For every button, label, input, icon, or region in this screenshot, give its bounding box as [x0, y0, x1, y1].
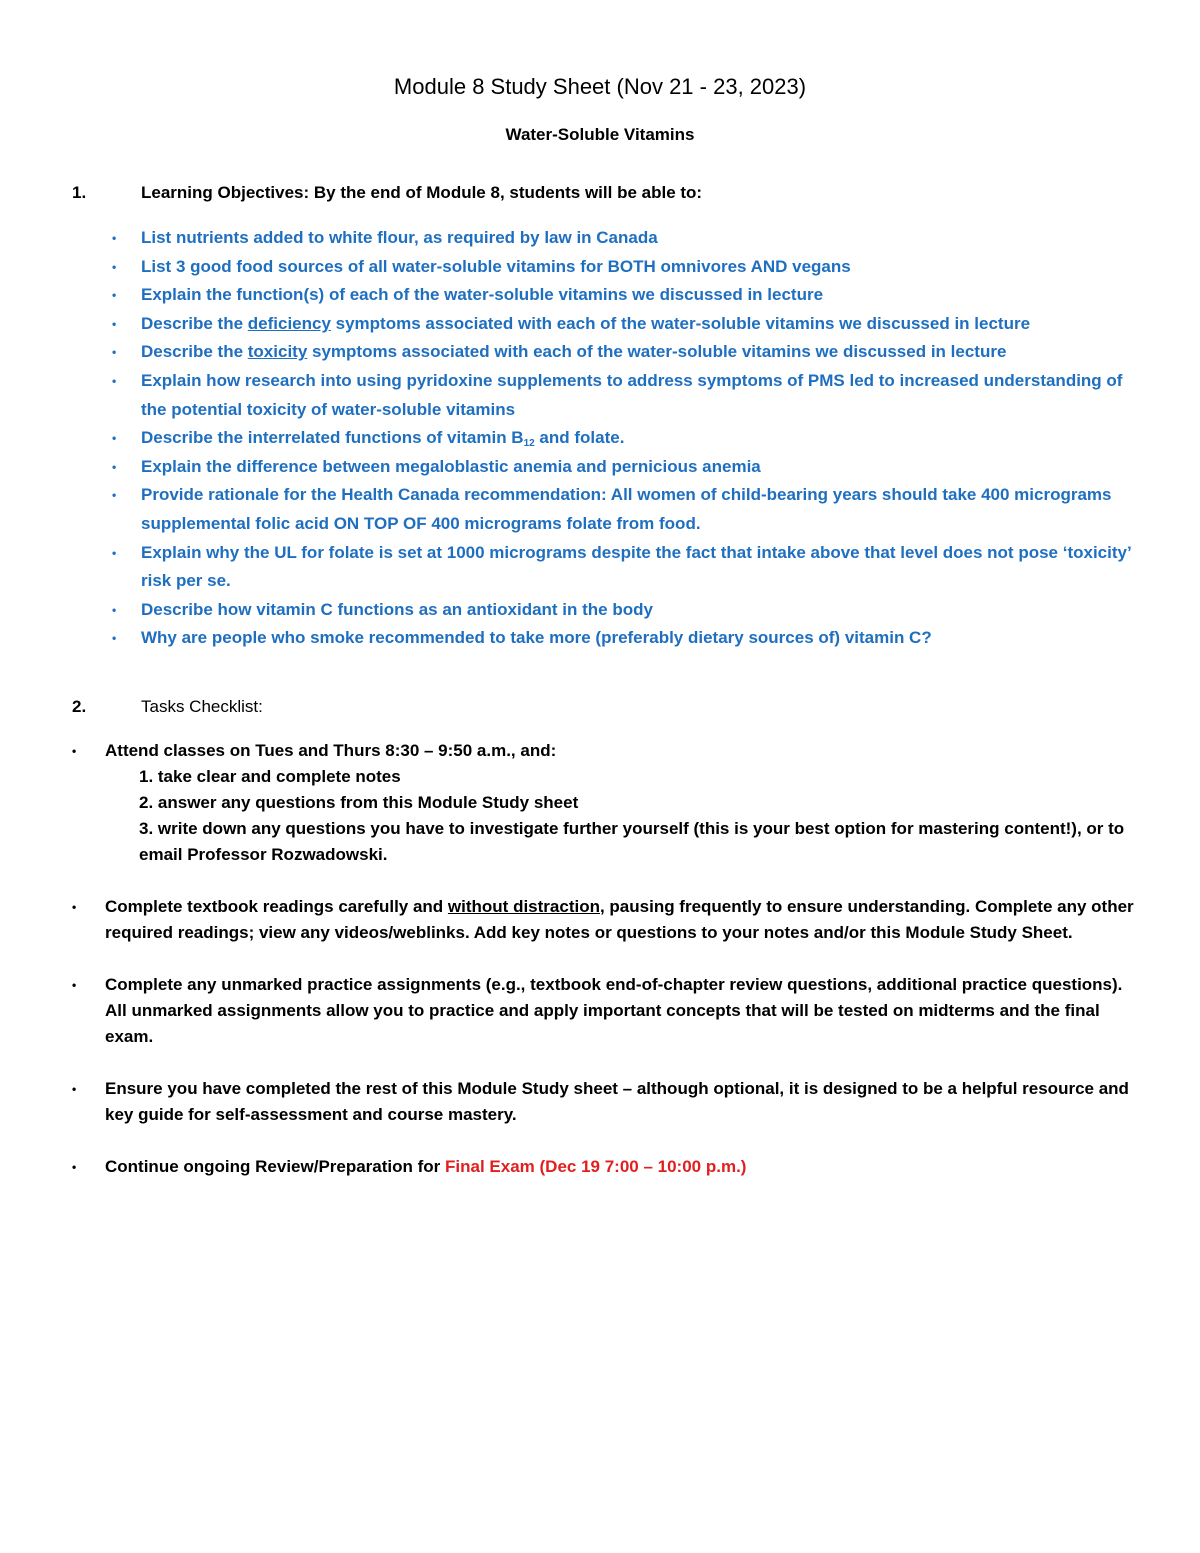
list-item: [72, 1076, 1142, 1128]
bullet-icon: •: [112, 631, 117, 646]
list-item: [72, 1154, 1142, 1180]
list-item: [72, 894, 1142, 946]
bullet-icon: •: [112, 288, 117, 303]
bullet-icon: •: [112, 431, 117, 446]
list-item: [112, 539, 1142, 596]
task-step: 2. answer any questions from this Module Study sheet: [139, 793, 579, 812]
task-step: 1. take clear and complete notes: [139, 767, 401, 786]
section-1-heading: [72, 183, 702, 203]
section-1-title: Learning Objectives: By the end of Module 8, students will be able to:: [141, 183, 703, 202]
bullet-icon: •: [112, 459, 117, 474]
section-1-number: 1.: [72, 183, 87, 202]
task-text: Attend classes on Tues and Thurs 8:30 – 9:50 a.m., and:: [105, 741, 557, 760]
bullet-icon: •: [72, 1082, 77, 1096]
objective-text: List 3 good food sources of all water-soluble vitamins for BOTH omnivores AND vegans: [141, 256, 851, 276]
objective-text: Explain why the UL for folate is set at 1000 micrograms despite the fact that intake above that level does not pose ‘toxicity’ risk per se.: [141, 542, 1131, 591]
list-item: [112, 453, 1142, 482]
bullet-icon: •: [112, 545, 117, 560]
task-text: Continue ongoing Review/Preparation for: [105, 1157, 446, 1176]
list-item: [72, 738, 1142, 868]
objective-text: List nutrients added to white flour, as required by law in Canada: [141, 228, 658, 247]
bullet-icon: •: [72, 744, 77, 758]
bullet-icon: •: [112, 373, 117, 388]
page-title: Module 8 Study Sheet (Nov 21 - 23, 2023): [393, 74, 807, 99]
final-exam-date: Final Exam (Dec 19 7:00 – 10:00 p.m.): [445, 1157, 747, 1176]
section-2-number: 2.: [72, 697, 87, 716]
list-item: [112, 310, 1142, 339]
objective-text: Explain the difference between megaloblastic anemia and pernicious anemia: [141, 456, 761, 476]
section-2-heading: [72, 697, 263, 717]
objective-text: Describe the: [141, 313, 248, 333]
objective-text: Explain the function(s) of each of the water-soluble vitamins we discussed in lecture: [141, 285, 824, 305]
tasks-checklist: [72, 738, 1142, 1206]
bullet-icon: •: [112, 488, 117, 503]
list-item: [112, 338, 1142, 367]
bullet-icon: •: [72, 900, 77, 914]
subscript-text: 12: [523, 438, 535, 450]
list-item: [112, 424, 1142, 453]
objective-text: Describe the: [141, 342, 248, 362]
page-subtitle: Water-Soluble Vitamins: [505, 125, 695, 144]
list-item: [112, 281, 1142, 310]
bullet-icon: •: [112, 231, 117, 245]
bullet-icon: •: [72, 978, 77, 992]
underlined-text: toxicity: [247, 342, 308, 362]
list-item: [112, 481, 1142, 538]
list-item: [112, 367, 1142, 424]
list-item: [112, 596, 1142, 625]
list-item: [112, 224, 1142, 253]
bullet-icon: •: [112, 345, 117, 360]
task-text: Complete textbook readings carefully and: [105, 897, 448, 916]
objective-text: and folate.: [534, 428, 625, 448]
objective-text: Provide rationale for the Health Canada recommendation: All women of child-bearing years should take 400 micrograms supplemental folic acid ON TOP OF 400 micrograms folate from food.: [141, 485, 1112, 533]
objective-text: symptoms associated with each of the water-soluble vitamins we discussed in lecture: [330, 313, 1031, 333]
bullet-icon: •: [72, 1160, 77, 1174]
list-item: [72, 972, 1142, 1050]
task-text: , pausing frequently to ensure understanding. Complete any other required readings; view any videos/weblinks. Add key notes or questions to your notes and/or this Module Study Sheet.: [105, 897, 1134, 942]
objective-text: Why are people who smoke recommended to take more (preferably dietary sources of) vitamin C?: [141, 628, 932, 648]
objective-text: Describe how vitamin C functions as an antioxidant in the body: [141, 599, 653, 619]
list-item: [112, 624, 1142, 653]
underlined-text: without distraction: [447, 897, 600, 916]
task-text: Ensure you have completed the rest of this Module Study sheet – although optional, it is designed to be a helpful resource and key guide for self-assessment and course mastery.: [105, 1079, 1129, 1124]
objective-text: symptoms associated with each of the water-soluble vitamins we discussed in lecture: [307, 342, 1007, 362]
objective-text: Describe the interrelated functions of vitamin B: [141, 428, 524, 448]
list-item: [112, 253, 1142, 282]
bullet-icon: •: [112, 316, 117, 331]
task-steps: [105, 764, 1142, 868]
task-text: Complete any unmarked practice assignments (e.g., textbook end-of-chapter review questions, additional practice questions). All unmarked assignments allow you to practice and apply important concepts that will be tested on midterms and the final exam.: [105, 975, 1123, 1046]
task-step: 3. write down any questions you have to investigate further yourself (this is your best option for mastering content!), or to email Professor Rozwadowski.: [139, 819, 1125, 864]
bullet-icon: •: [112, 259, 117, 274]
underlined-text: deficiency: [247, 313, 331, 333]
bullet-icon: •: [112, 602, 117, 617]
objective-text: Explain how research into using pyridoxine supplements to address symptoms of PMS led to increased understanding of the potential toxicity of water-soluble vitamins: [141, 370, 1123, 419]
learning-objectives-list: [112, 224, 1142, 653]
section-2-title: Tasks Checklist:: [141, 697, 263, 716]
